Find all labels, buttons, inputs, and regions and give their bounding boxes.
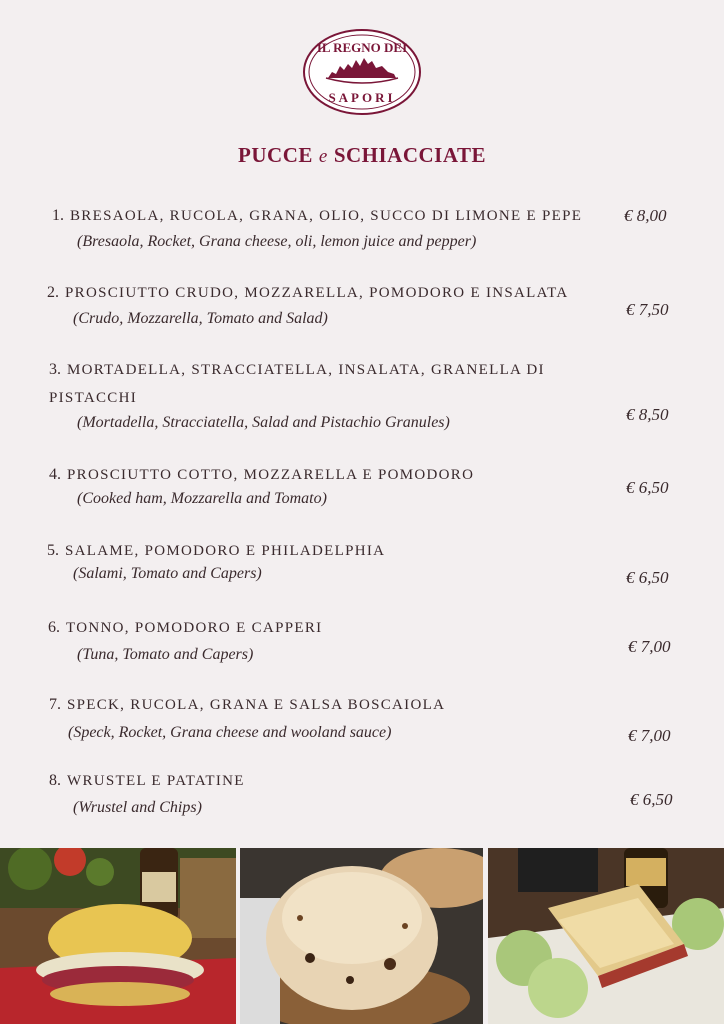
logo-text-top: IL REGNO DEI xyxy=(316,40,408,55)
sandwich-with-beer-photo xyxy=(0,848,236,1024)
page-title xyxy=(0,143,724,168)
item-name-continued: PISTACCHI xyxy=(49,390,138,406)
item-description: (Mortadella, Stracciatella, Salad and Pistachio Granules) xyxy=(77,414,450,431)
item-price: € 6,50 xyxy=(630,790,673,809)
item-name: 7. SPECK, RUCOLA, GRANA E SALSA BOSCAIOLA xyxy=(49,696,446,713)
puccia-bread-photo xyxy=(240,848,483,1024)
item-price: € 7,00 xyxy=(628,726,671,745)
menu-item xyxy=(0,464,724,524)
menu-item xyxy=(0,205,724,265)
title-connector: e xyxy=(318,146,328,167)
menu-item xyxy=(0,282,724,342)
item-description: (Salami, Tomato and Capers) xyxy=(73,565,262,582)
item-description: (Speck, Rocket, Grana cheese and wooland sauce) xyxy=(68,724,392,741)
title-left: PUCCE xyxy=(238,143,313,167)
item-price: € 7,00 xyxy=(628,637,671,656)
title-right: SCHIACCIATE xyxy=(333,143,486,167)
item-price: € 8,50 xyxy=(626,405,669,424)
item-name: 3. MORTADELLA, STRACCIATELLA, INSALATA, GRANELLA DI xyxy=(49,361,545,378)
menu-item xyxy=(0,540,724,600)
item-description: (Wrustel and Chips) xyxy=(73,799,202,816)
item-name: 6. TONNO, POMODORO E CAPPERI xyxy=(48,619,323,636)
item-description: (Crudo, Mozzarella, Tomato and Salad) xyxy=(73,310,328,327)
item-price: € 7,50 xyxy=(626,300,669,319)
menu-item xyxy=(0,616,724,676)
logo-text-bottom: SAPORI xyxy=(328,90,396,105)
item-price: € 6,50 xyxy=(626,568,669,587)
schiacciata-with-salad-photo xyxy=(488,848,724,1024)
item-name: 5. SALAME, POMODORO E PHILADELPHIA xyxy=(47,542,386,559)
item-name: 2. PROSCIUTTO CRUDO, MOZZARELLA, POMODORO E INSALATA xyxy=(47,284,569,301)
menu-item xyxy=(0,358,724,438)
item-description: (Bresaola, Rocket, Grana cheese, oli, lemon juice and pepper) xyxy=(77,233,477,250)
restaurant-logo xyxy=(302,28,422,116)
item-name: 1. BRESAOLA, RUCOLA, GRANA, OLIO, SUCCO DI LIMONE E PEPE xyxy=(52,207,583,224)
item-name: 4. PROSCIUTTO COTTO, MOZZARELLA E POMODORO xyxy=(49,466,475,483)
item-description: (Tuna, Tomato and Capers) xyxy=(77,646,254,663)
item-description: (Cooked ham, Mozzarella and Tomato) xyxy=(77,490,327,507)
item-price: € 8,00 xyxy=(624,206,667,225)
item-price: € 6,50 xyxy=(626,478,669,497)
item-name: 8. WRUSTEL E PATATINE xyxy=(49,772,245,789)
menu-item xyxy=(0,770,724,830)
menu-item xyxy=(0,694,724,754)
